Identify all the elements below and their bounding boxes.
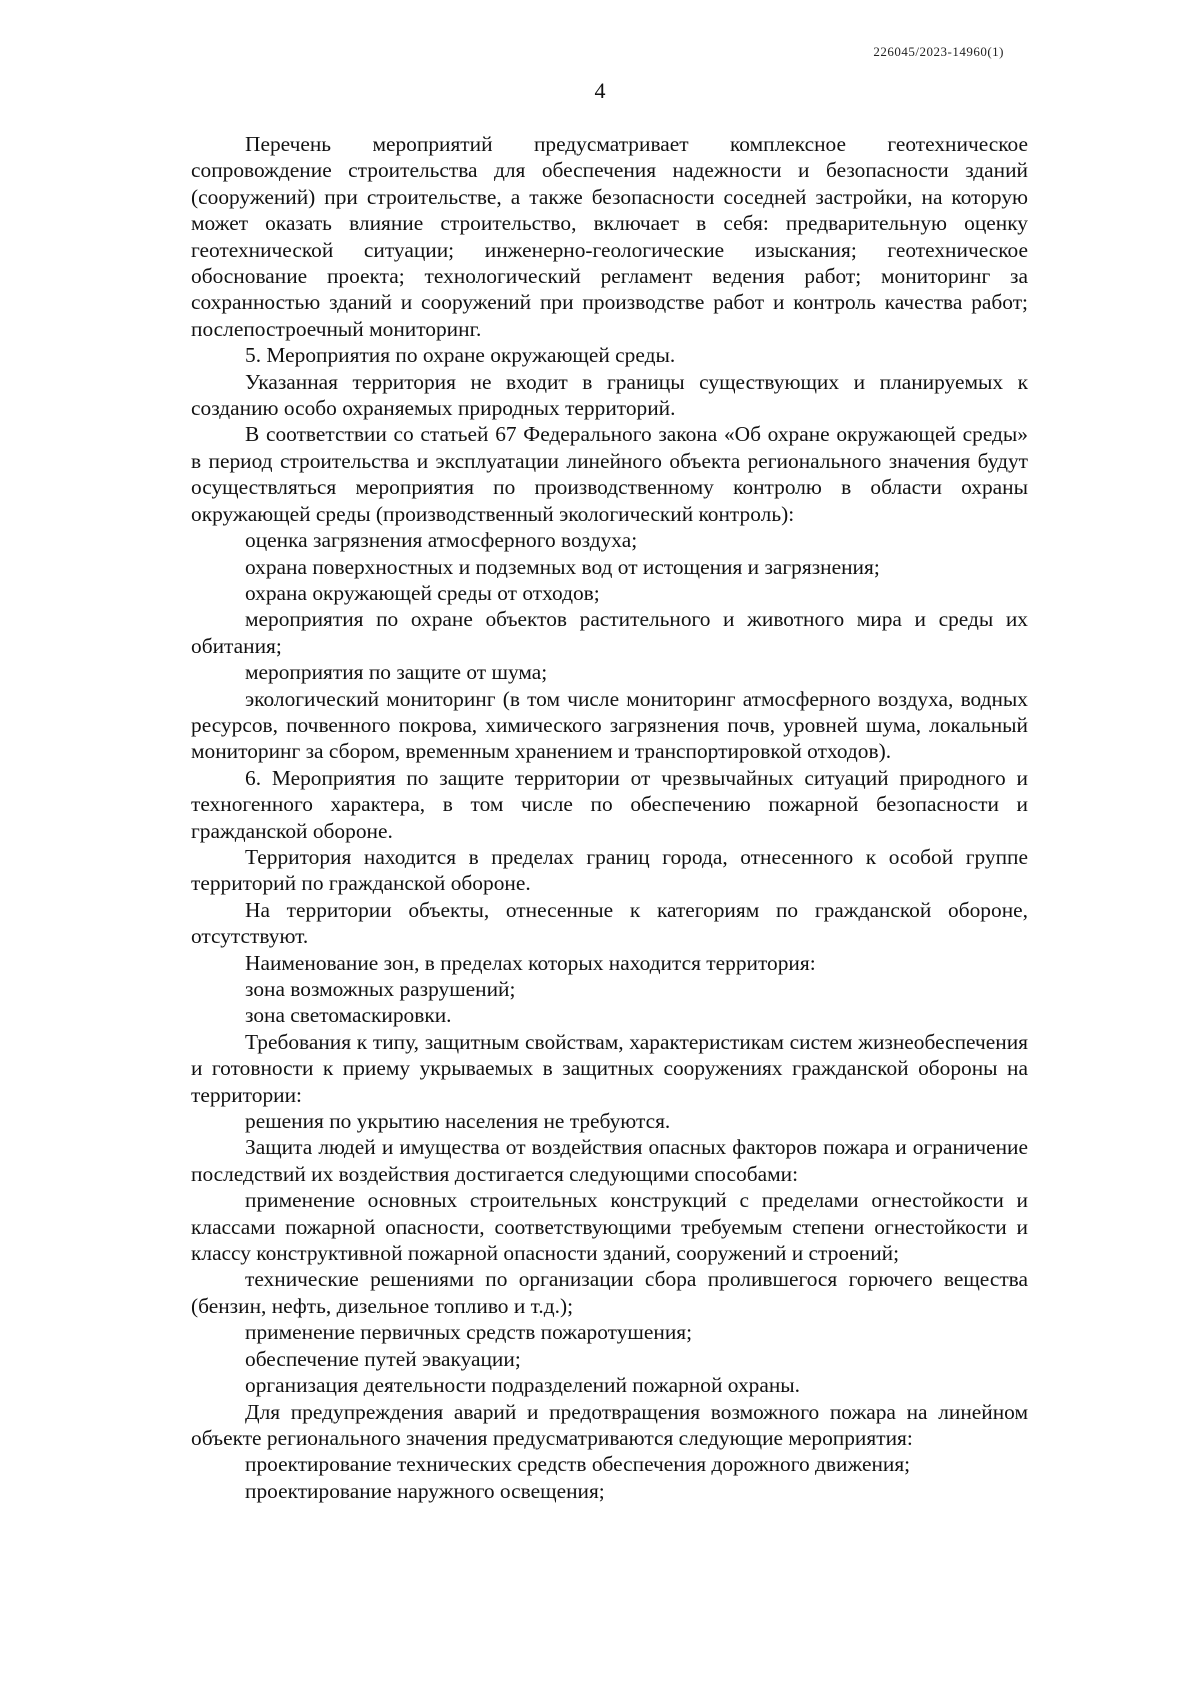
paragraph: Для предупреждения аварий и предотвращения возможного пожара на линейном объекте регионального значения предусматриваются следующие мероприятия: [191, 1399, 1028, 1450]
paragraph: охрана поверхностных и подземных вод от истощения и загрязнения; [245, 554, 880, 579]
paragraph: Наименование зон, в пределах которых находится территория: [245, 950, 816, 975]
paragraph: проектирование технических средств обеспечения дорожного движения; [245, 1452, 911, 1477]
paragraph: Перечень мероприятий предусматривает комплексное геотехническое сопровождение строительства для обеспечения надежности и безопасности зданий (сооружений) при строительстве, а также безопасности соседней застройки, на которую может оказать влияние строительство, включает в себя: предварительную оценку геотехнической ситуации; инженерно-геологические изыскания; геотехническое обоснование проекта; технологический регламент ведения работ; мониторинг за сохранностью зданий и сооружений при производстве работ и контроль качества работ; послепостроечный мониторинг. [191, 132, 1028, 341]
paragraph: На территории объекты, отнесенные к категориям по гражданской обороне, отсутствуют. [191, 897, 1028, 949]
paragraph: охрана окружающей среды от отходов; [245, 580, 600, 605]
paragraph: мероприятия по защите от шума; [245, 660, 548, 685]
paragraph: зона светомаскировки. [245, 1003, 452, 1028]
paragraph: технические решениями по организации сбора пролившегося горючего вещества (бензин, нефть, дизельное топливо и т.д.); [191, 1267, 1028, 1318]
paragraph: Указанная территория не входит в границы существующих и планируемых к созданию особо охраняемых природных территорий. [191, 369, 1028, 421]
paragraph: обеспечение путей эвакуации; [245, 1346, 521, 1371]
paragraph: решения по укрытию населения не требуются. [245, 1109, 671, 1134]
document-body [191, 131, 1028, 1504]
paragraph: 6. Мероприятия по защите территории от чрезвычайных ситуаций природного и техногенного характера, в том числе по обеспечению пожарной безопасности и гражданской обороне. [191, 765, 1028, 843]
paragraph: оценка загрязнения атмосферного воздуха; [245, 528, 638, 553]
paragraph: Защита людей и имущества от воздействия опасных факторов пожара и ограничение последствий их воздействия достигается следующими способами: [191, 1135, 1028, 1186]
page-number: 4 [594, 78, 606, 103]
document-number: 226045/2023-14960(1) [873, 44, 1004, 59]
paragraph: применение основных строительных конструкций с пределами огнестойкости и классами пожарной опасности, соответствующими требуемым степени огнестойкости и классу конструктивной пожарной опасности зданий, сооружений и строений; [191, 1188, 1028, 1266]
paragraph: мероприятия по охране объектов растительного и животного мира и среды их обитания; [191, 607, 1028, 658]
paragraph: экологический мониторинг (в том числе мониторинг атмосферного воздуха, водных ресурсов, почвенного покрова, химического загрязнения почв, уровней шума, локальный мониторинг за сбором, временным хранением и транспортировкой отходов). [191, 686, 1028, 764]
paragraph: Требования к типу, защитным свойствам, характеристикам систем жизнеобеспечения и готовности к приему укрываемых в защитных сооружениях гражданской обороны на территории: [191, 1029, 1028, 1107]
paragraph: проектирование наружного освещения; [245, 1478, 605, 1503]
paragraph: Территория находится в пределах границ города, отнесенного к особой группе территорий по гражданской обороне. [191, 844, 1028, 896]
paragraph: В соответствии со статьей 67 Федерального закона «Об охране окружающей среды» в период строительства и эксплуатации линейного объекта регионального значения будут осуществляться мероприятия по производственному контролю в области охраны окружающей среды (производственный экологический контроль): [191, 422, 1028, 526]
paragraph: организация деятельности подразделений пожарной охраны. [245, 1373, 801, 1398]
paragraph: применение первичных средств пожаротушения; [245, 1320, 693, 1345]
paragraph: 5. Мероприятия по охране окружающей среды. [245, 343, 676, 368]
paragraph: зона возможных разрушений; [245, 977, 516, 1001]
